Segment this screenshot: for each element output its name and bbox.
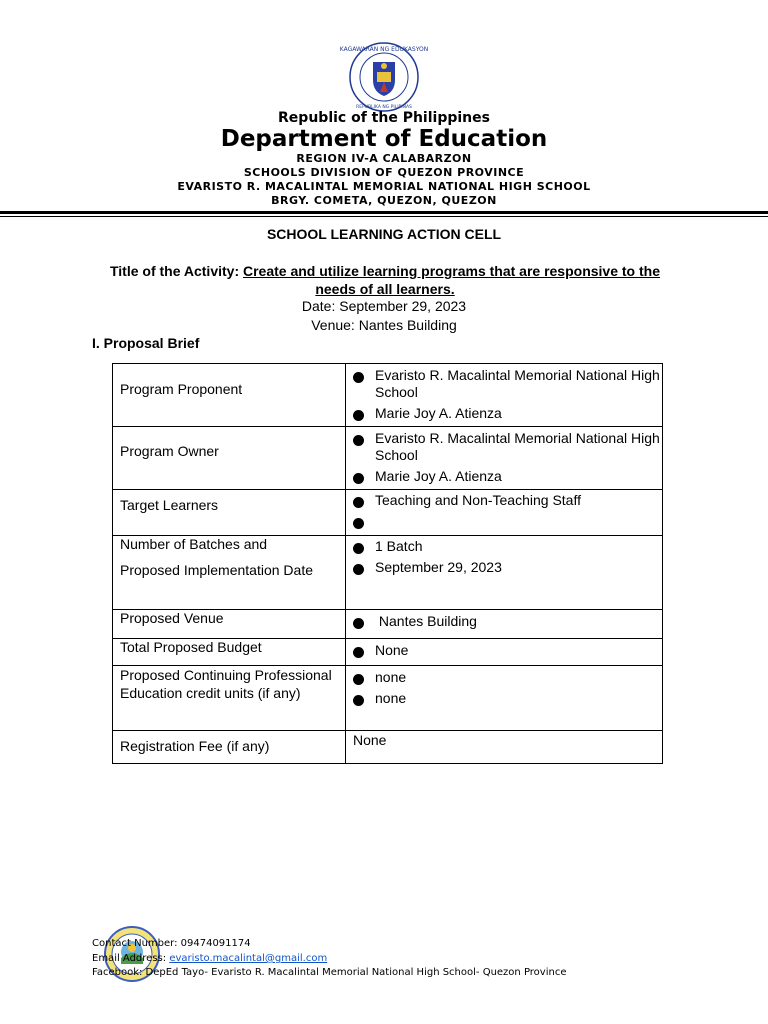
footer-contact: Contact Number: 09474091174 (92, 938, 251, 949)
table-row (113, 639, 663, 666)
list-item: 1 Batch (353, 538, 662, 555)
list-item: Evaristo R. Macalintal Memorial National High School (353, 430, 662, 464)
activity-date: Date: September 29, 2023 (301, 298, 467, 314)
header-address: BRGY. COMETA, QUEZON, QUEZON (271, 194, 497, 207)
list-item: Marie Joy A. Atienza (353, 468, 662, 485)
list-item: None (353, 642, 662, 659)
table-row-value (346, 639, 663, 666)
list-item: September 29, 2023 (353, 559, 662, 576)
document-heading: SCHOOL LEARNING ACTION CELL (266, 226, 502, 242)
table-row (113, 427, 663, 490)
header-department: Department of Education (220, 126, 548, 152)
header-region: REGION IV-A CALABARZON (296, 152, 472, 165)
activity-title (90, 262, 680, 298)
table-row-label: Proposed Venue (113, 610, 346, 639)
table-row (113, 731, 663, 764)
list-item (353, 513, 662, 530)
table-row-label: Target Learners (113, 490, 346, 536)
table-row (113, 490, 663, 536)
table-row-value (346, 610, 663, 639)
list-item: Evaristo R. Macalintal Memorial National High School (353, 367, 662, 401)
table-row-value (346, 490, 663, 536)
table-row (113, 536, 663, 610)
table-row (113, 364, 663, 427)
table-row-label: Registration Fee (if any) (113, 731, 346, 764)
email-link[interactable]: evaristo.macalintal@gmail.com (169, 953, 328, 964)
section-heading: I. Proposal Brief (92, 335, 200, 351)
bullet-icon (353, 518, 364, 529)
bullet-icon (353, 564, 364, 575)
svg-text:KAGAWARAN NG EDUKASYON: KAGAWARAN NG EDUKASYON (339, 46, 429, 53)
footer-facebook: Facebook: DepEd Tayo- Evaristo R. Macalintal Memorial National High School- Quezon Province (92, 967, 567, 978)
svg-text:REPUBLIKA NG PILIPINAS: REPUBLIKA NG PILIPINAS (356, 105, 412, 110)
list-item: none (353, 669, 662, 686)
table-row-label: Proposed Continuing Professional Education credit units (if any) (113, 666, 346, 731)
table-row (113, 610, 663, 639)
list-item: Teaching and Non-Teaching Staff (353, 492, 662, 509)
header-division: SCHOOLS DIVISION OF QUEZON PROVINCE (243, 166, 525, 179)
table-row-value (346, 666, 663, 731)
bullet-icon (353, 435, 364, 446)
proposal-brief-table (112, 363, 663, 764)
bullet-icon (353, 674, 364, 685)
list-item: none (353, 690, 662, 707)
bullet-icon (353, 410, 364, 421)
table-row-label: Program Proponent (113, 364, 346, 427)
table-row-label: Program Owner (113, 427, 346, 490)
activity-title-value: Create and utilize learning programs that are responsive to the needs of all learners. (243, 263, 660, 297)
table-row-value: None (346, 731, 663, 764)
footer-email-label: Email Address: (92, 953, 167, 964)
bullet-icon (353, 372, 364, 383)
activity-venue: Venue: Nantes Building (311, 317, 457, 333)
bullet-icon (353, 695, 364, 706)
table-row-label: Number of Batches and Proposed Implementation Date (113, 536, 346, 610)
header-divider (0, 211, 768, 214)
table-row (113, 666, 663, 731)
header-divider-thin (0, 216, 768, 217)
deped-seal-icon (339, 42, 429, 112)
bullet-icon (353, 647, 364, 658)
bullet-icon (353, 543, 364, 554)
bullet-icon (353, 473, 364, 484)
bullet-icon (353, 618, 364, 629)
header-school: EVARISTO R. MACALINTAL MEMORIAL NATIONAL HIGH SCHOOL (177, 180, 591, 193)
table-row-value (346, 536, 663, 610)
footer-email (92, 953, 327, 964)
list-item: Nantes Building (353, 613, 662, 630)
bullet-icon (353, 497, 364, 508)
table-row-label: Total Proposed Budget (113, 639, 346, 666)
header-republic: Republic of the Philippines (278, 110, 490, 126)
table-row-value (346, 364, 663, 427)
table-row-value (346, 427, 663, 490)
activity-title-label: Title of the Activity: (109, 263, 240, 279)
list-item: Marie Joy A. Atienza (353, 405, 662, 422)
